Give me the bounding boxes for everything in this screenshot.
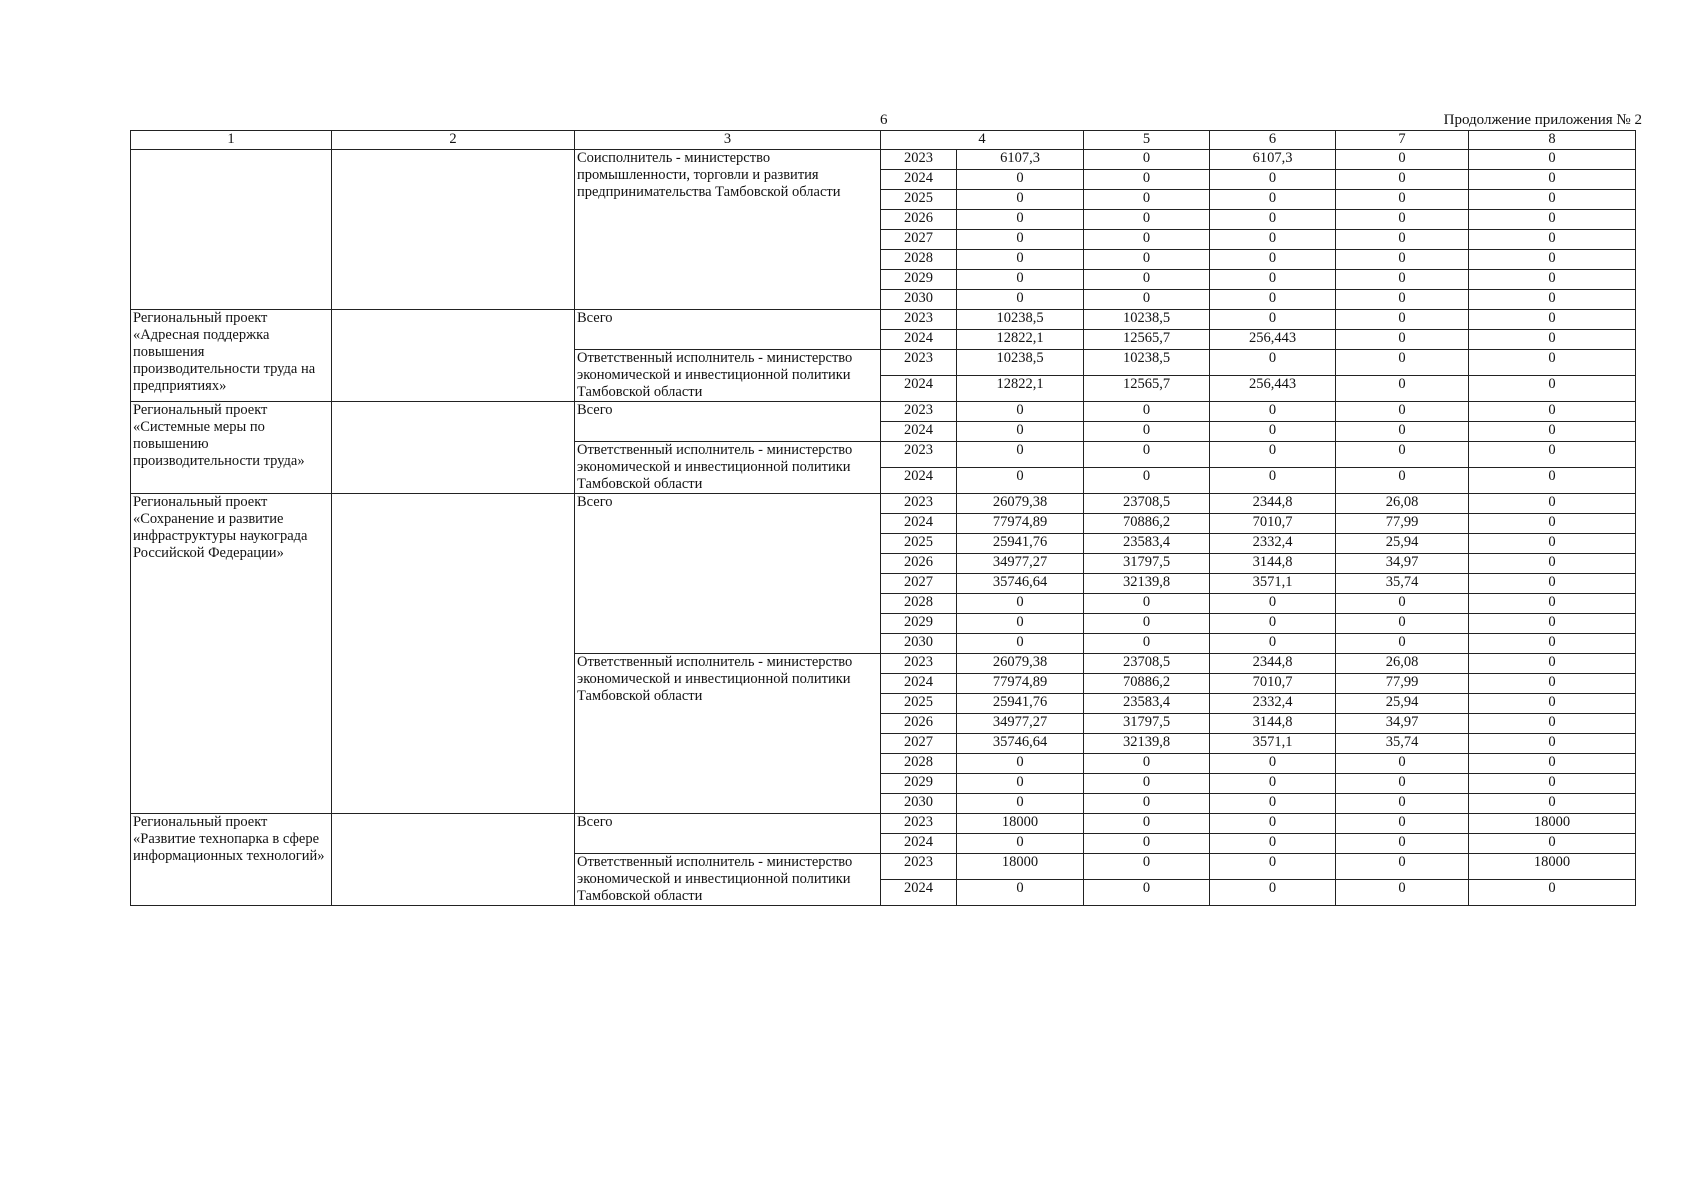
value-cell-col-7: 26,08 — [1336, 494, 1469, 514]
year-cell: 2025 — [881, 534, 957, 554]
year-cell: 2023 — [881, 150, 957, 170]
value-cell-col-5: 32139,8 — [1084, 574, 1210, 594]
project-name-cell: Региональный проект «Адресная поддержка повышения производительности труда на предприятиях» — [131, 310, 332, 402]
value-cell-col-6: 2344,8 — [1210, 654, 1336, 674]
value-cell-col-5: 0 — [1084, 880, 1210, 906]
executor-cell: Соисполнитель - министерство промышленности, торговли и развития предпринимательства Тамбовской области — [575, 150, 881, 310]
value-cell-col-4: 6107,3 — [957, 150, 1084, 170]
value-cell-col-7: 0 — [1336, 402, 1469, 422]
value-cell-col-8: 0 — [1469, 694, 1636, 714]
value-cell-col-8: 0 — [1469, 190, 1636, 210]
value-cell-col-6: 7010,7 — [1210, 674, 1336, 694]
value-cell-col-7: 0 — [1336, 880, 1469, 906]
budget-table — [130, 130, 1636, 906]
value-cell-col-8: 0 — [1469, 554, 1636, 574]
year-cell: 2027 — [881, 574, 957, 594]
value-cell-col-6: 3144,8 — [1210, 714, 1336, 734]
value-cell-col-6: 0 — [1210, 402, 1336, 422]
value-cell-col-7: 26,08 — [1336, 654, 1469, 674]
year-cell: 2029 — [881, 270, 957, 290]
year-cell: 2026 — [881, 210, 957, 230]
value-cell-col-6: 0 — [1210, 250, 1336, 270]
year-cell: 2030 — [881, 634, 957, 654]
year-cell: 2024 — [881, 880, 957, 906]
value-cell-col-4: 26079,38 — [957, 654, 1084, 674]
value-cell-col-7: 0 — [1336, 814, 1469, 834]
value-cell-col-4: 35746,64 — [957, 734, 1084, 754]
value-cell-col-8: 0 — [1469, 376, 1636, 402]
value-cell-col-8: 18000 — [1469, 854, 1636, 880]
value-cell-col-8: 0 — [1469, 250, 1636, 270]
value-cell-col-5: 0 — [1084, 250, 1210, 270]
value-cell-col-4: 0 — [957, 402, 1084, 422]
value-cell-col-7: 0 — [1336, 310, 1469, 330]
value-cell-col-7: 0 — [1336, 834, 1469, 854]
value-cell-col-6: 0 — [1210, 290, 1336, 310]
table-body — [131, 131, 1636, 906]
value-cell-col-7: 0 — [1336, 442, 1469, 468]
table-row — [131, 402, 1636, 422]
column-2-cell — [332, 402, 575, 494]
value-cell-col-4: 0 — [957, 754, 1084, 774]
project-name-cell: Региональный проект «Развитие технопарка в сфере информационных технологий» — [131, 814, 332, 906]
year-cell: 2026 — [881, 554, 957, 574]
value-cell-col-6: 0 — [1210, 880, 1336, 906]
value-cell-col-7: 0 — [1336, 270, 1469, 290]
value-cell-col-5: 0 — [1084, 230, 1210, 250]
value-cell-col-7: 0 — [1336, 774, 1469, 794]
value-cell-col-7: 0 — [1336, 794, 1469, 814]
value-cell-col-6: 2344,8 — [1210, 494, 1336, 514]
value-cell-col-6: 0 — [1210, 350, 1336, 376]
value-cell-col-5: 0 — [1084, 210, 1210, 230]
year-cell: 2027 — [881, 230, 957, 250]
value-cell-col-7: 34,97 — [1336, 714, 1469, 734]
column-number-1: 1 — [131, 131, 332, 150]
value-cell-col-6: 0 — [1210, 754, 1336, 774]
value-cell-col-6: 256,443 — [1210, 330, 1336, 350]
value-cell-col-7: 0 — [1336, 210, 1469, 230]
value-cell-col-4: 0 — [957, 170, 1084, 190]
value-cell-col-4: 0 — [957, 422, 1084, 442]
year-cell: 2023 — [881, 442, 957, 468]
value-cell-col-4: 0 — [957, 442, 1084, 468]
value-cell-col-7: 0 — [1336, 376, 1469, 402]
year-cell: 2023 — [881, 350, 957, 376]
page-number: 6 — [880, 112, 888, 128]
executor-cell: Ответственный исполнитель - министерство экономической и инвестиционной политики Тамбовской области — [575, 442, 881, 494]
value-cell-col-6: 0 — [1210, 442, 1336, 468]
value-cell-col-8: 0 — [1469, 230, 1636, 250]
value-cell-col-8: 0 — [1469, 714, 1636, 734]
column-number-6: 6 — [1210, 131, 1336, 150]
value-cell-col-4: 35746,64 — [957, 574, 1084, 594]
value-cell-col-7: 25,94 — [1336, 694, 1469, 714]
value-cell-col-8: 0 — [1469, 150, 1636, 170]
value-cell-col-4: 0 — [957, 634, 1084, 654]
year-cell: 2030 — [881, 290, 957, 310]
value-cell-col-8: 0 — [1469, 614, 1636, 634]
year-cell: 2030 — [881, 794, 957, 814]
column-2-cell — [332, 150, 575, 310]
year-cell: 2024 — [881, 170, 957, 190]
value-cell-col-5: 0 — [1084, 422, 1210, 442]
value-cell-col-7: 34,97 — [1336, 554, 1469, 574]
value-cell-col-8: 0 — [1469, 574, 1636, 594]
value-cell-col-6: 0 — [1210, 210, 1336, 230]
value-cell-col-7: 0 — [1336, 290, 1469, 310]
value-cell-col-8: 0 — [1469, 270, 1636, 290]
column-number-row — [131, 131, 1636, 150]
value-cell-col-8: 0 — [1469, 514, 1636, 534]
value-cell-col-5: 32139,8 — [1084, 734, 1210, 754]
value-cell-col-5: 23708,5 — [1084, 654, 1210, 674]
value-cell-col-6: 0 — [1210, 614, 1336, 634]
value-cell-col-8: 0 — [1469, 794, 1636, 814]
value-cell-col-4: 18000 — [957, 814, 1084, 834]
executor-cell: Всего — [575, 494, 881, 654]
value-cell-col-7: 0 — [1336, 422, 1469, 442]
value-cell-col-5: 0 — [1084, 834, 1210, 854]
year-cell: 2023 — [881, 654, 957, 674]
value-cell-col-6: 3571,1 — [1210, 734, 1336, 754]
value-cell-col-7: 0 — [1336, 634, 1469, 654]
value-cell-col-6: 0 — [1210, 422, 1336, 442]
value-cell-col-7: 0 — [1336, 754, 1469, 774]
value-cell-col-4: 34977,27 — [957, 714, 1084, 734]
value-cell-col-4: 0 — [957, 834, 1084, 854]
column-2-cell — [332, 494, 575, 814]
year-cell: 2027 — [881, 734, 957, 754]
executor-cell: Ответственный исполнитель - министерство экономической и инвестиционной политики Тамбовской области — [575, 350, 881, 402]
value-cell-col-8: 0 — [1469, 442, 1636, 468]
value-cell-col-5: 12565,7 — [1084, 330, 1210, 350]
column-number-7: 7 — [1336, 131, 1469, 150]
value-cell-col-8: 0 — [1469, 402, 1636, 422]
value-cell-col-8: 0 — [1469, 674, 1636, 694]
table-row — [131, 494, 1636, 514]
value-cell-col-8: 0 — [1469, 834, 1636, 854]
value-cell-col-7: 77,99 — [1336, 514, 1469, 534]
value-cell-col-6: 0 — [1210, 310, 1336, 330]
executor-cell: Всего — [575, 310, 881, 350]
table-row — [131, 310, 1636, 330]
value-cell-col-7: 77,99 — [1336, 674, 1469, 694]
value-cell-col-7: 0 — [1336, 150, 1469, 170]
year-cell: 2029 — [881, 614, 957, 634]
value-cell-col-8: 0 — [1469, 494, 1636, 514]
year-cell: 2028 — [881, 594, 957, 614]
value-cell-col-8: 0 — [1469, 774, 1636, 794]
value-cell-col-7: 0 — [1336, 854, 1469, 880]
value-cell-col-4: 12822,1 — [957, 376, 1084, 402]
value-cell-col-5: 0 — [1084, 290, 1210, 310]
year-cell: 2024 — [881, 376, 957, 402]
value-cell-col-6: 256,443 — [1210, 376, 1336, 402]
value-cell-col-6: 0 — [1210, 774, 1336, 794]
value-cell-col-5: 0 — [1084, 150, 1210, 170]
table-row — [131, 150, 1636, 170]
year-cell: 2025 — [881, 694, 957, 714]
year-cell: 2024 — [881, 468, 957, 494]
value-cell-col-4: 0 — [957, 210, 1084, 230]
value-cell-col-4: 34977,27 — [957, 554, 1084, 574]
year-cell: 2025 — [881, 190, 957, 210]
column-number-3: 3 — [575, 131, 881, 150]
value-cell-col-5: 0 — [1084, 754, 1210, 774]
year-cell: 2029 — [881, 774, 957, 794]
value-cell-col-8: 0 — [1469, 594, 1636, 614]
value-cell-col-7: 0 — [1336, 330, 1469, 350]
value-cell-col-5: 70886,2 — [1084, 514, 1210, 534]
value-cell-col-5: 0 — [1084, 170, 1210, 190]
value-cell-col-5: 0 — [1084, 614, 1210, 634]
value-cell-col-6: 2332,4 — [1210, 534, 1336, 554]
year-cell: 2024 — [881, 514, 957, 534]
executor-cell: Всего — [575, 814, 881, 854]
year-cell: 2028 — [881, 754, 957, 774]
executor-cell: Ответственный исполнитель - министерство экономической и инвестиционной политики Тамбовской области — [575, 854, 881, 906]
project-name-cell: Региональный проект «Сохранение и развитие инфраструктуры наукограда Российской Федерации» — [131, 494, 332, 814]
value-cell-col-8: 18000 — [1469, 814, 1636, 834]
value-cell-col-4: 0 — [957, 794, 1084, 814]
year-cell: 2024 — [881, 422, 957, 442]
value-cell-col-5: 0 — [1084, 190, 1210, 210]
value-cell-col-6: 2332,4 — [1210, 694, 1336, 714]
value-cell-col-5: 70886,2 — [1084, 674, 1210, 694]
value-cell-col-7: 0 — [1336, 594, 1469, 614]
value-cell-col-7: 0 — [1336, 614, 1469, 634]
value-cell-col-8: 0 — [1469, 654, 1636, 674]
executor-cell: Всего — [575, 402, 881, 442]
column-number-8: 8 — [1469, 131, 1636, 150]
project-name-cell: Региональный проект «Системные меры по повышению производительности труда» — [131, 402, 332, 494]
value-cell-col-6: 3144,8 — [1210, 554, 1336, 574]
value-cell-col-8: 0 — [1469, 754, 1636, 774]
column-number-2: 2 — [332, 131, 575, 150]
continuation-title: Продолжение приложения № 2 — [1443, 112, 1642, 128]
value-cell-col-5: 31797,5 — [1084, 554, 1210, 574]
value-cell-col-8: 0 — [1469, 734, 1636, 754]
value-cell-col-7: 0 — [1336, 170, 1469, 190]
value-cell-col-8: 0 — [1469, 350, 1636, 376]
value-cell-col-8: 0 — [1469, 422, 1636, 442]
value-cell-col-8: 0 — [1469, 468, 1636, 494]
value-cell-col-4: 12822,1 — [957, 330, 1084, 350]
value-cell-col-6: 0 — [1210, 170, 1336, 190]
value-cell-col-4: 77974,89 — [957, 514, 1084, 534]
value-cell-col-4: 0 — [957, 594, 1084, 614]
value-cell-col-7: 25,94 — [1336, 534, 1469, 554]
value-cell-col-6: 0 — [1210, 230, 1336, 250]
value-cell-col-7: 0 — [1336, 250, 1469, 270]
value-cell-col-5: 23583,4 — [1084, 694, 1210, 714]
value-cell-col-4: 0 — [957, 880, 1084, 906]
value-cell-col-4: 0 — [957, 614, 1084, 634]
value-cell-col-8: 0 — [1469, 170, 1636, 190]
value-cell-col-4: 0 — [957, 190, 1084, 210]
column-number-4: 4 — [881, 131, 1084, 150]
value-cell-col-4: 77974,89 — [957, 674, 1084, 694]
value-cell-col-5: 0 — [1084, 402, 1210, 422]
value-cell-col-6: 0 — [1210, 270, 1336, 290]
value-cell-col-8: 0 — [1469, 310, 1636, 330]
executor-cell: Ответственный исполнитель - министерство экономической и инвестиционной политики Тамбовской области — [575, 654, 881, 814]
value-cell-col-4: 0 — [957, 250, 1084, 270]
value-cell-col-4: 0 — [957, 774, 1084, 794]
value-cell-col-4: 10238,5 — [957, 350, 1084, 376]
value-cell-col-5: 0 — [1084, 774, 1210, 794]
project-name-cell — [131, 150, 332, 310]
value-cell-col-8: 0 — [1469, 290, 1636, 310]
value-cell-col-5: 0 — [1084, 442, 1210, 468]
value-cell-col-7: 35,74 — [1336, 574, 1469, 594]
value-cell-col-5: 10238,5 — [1084, 310, 1210, 330]
value-cell-col-8: 0 — [1469, 534, 1636, 554]
value-cell-col-5: 23708,5 — [1084, 494, 1210, 514]
value-cell-col-6: 6107,3 — [1210, 150, 1336, 170]
value-cell-col-8: 0 — [1469, 634, 1636, 654]
value-cell-col-5: 0 — [1084, 270, 1210, 290]
year-cell: 2026 — [881, 714, 957, 734]
value-cell-col-6: 3571,1 — [1210, 574, 1336, 594]
value-cell-col-6: 7010,7 — [1210, 514, 1336, 534]
value-cell-col-4: 0 — [957, 270, 1084, 290]
value-cell-col-7: 35,74 — [1336, 734, 1469, 754]
year-cell: 2028 — [881, 250, 957, 270]
year-cell: 2024 — [881, 834, 957, 854]
column-2-cell — [332, 310, 575, 402]
value-cell-col-4: 25941,76 — [957, 534, 1084, 554]
value-cell-col-5: 0 — [1084, 794, 1210, 814]
value-cell-col-5: 0 — [1084, 814, 1210, 834]
value-cell-col-4: 25941,76 — [957, 694, 1084, 714]
year-cell: 2023 — [881, 854, 957, 880]
value-cell-col-5: 0 — [1084, 468, 1210, 494]
value-cell-col-7: 0 — [1336, 190, 1469, 210]
year-cell: 2024 — [881, 330, 957, 350]
year-cell: 2023 — [881, 402, 957, 422]
value-cell-col-8: 0 — [1469, 330, 1636, 350]
value-cell-col-7: 0 — [1336, 230, 1469, 250]
value-cell-col-5: 0 — [1084, 854, 1210, 880]
value-cell-col-7: 0 — [1336, 468, 1469, 494]
value-cell-col-6: 0 — [1210, 794, 1336, 814]
value-cell-col-5: 0 — [1084, 594, 1210, 614]
value-cell-col-8: 0 — [1469, 210, 1636, 230]
table-row — [131, 814, 1636, 834]
value-cell-col-7: 0 — [1336, 350, 1469, 376]
value-cell-col-6: 0 — [1210, 190, 1336, 210]
value-cell-col-6: 0 — [1210, 634, 1336, 654]
value-cell-col-5: 10238,5 — [1084, 350, 1210, 376]
column-2-cell — [332, 814, 575, 906]
value-cell-col-8: 0 — [1469, 880, 1636, 906]
value-cell-col-6: 0 — [1210, 594, 1336, 614]
column-number-5: 5 — [1084, 131, 1210, 150]
value-cell-col-4: 18000 — [957, 854, 1084, 880]
year-cell: 2023 — [881, 814, 957, 834]
value-cell-col-5: 12565,7 — [1084, 376, 1210, 402]
value-cell-col-5: 23583,4 — [1084, 534, 1210, 554]
value-cell-col-4: 0 — [957, 230, 1084, 250]
year-cell: 2023 — [881, 494, 957, 514]
value-cell-col-4: 0 — [957, 468, 1084, 494]
value-cell-col-6: 0 — [1210, 468, 1336, 494]
value-cell-col-4: 26079,38 — [957, 494, 1084, 514]
value-cell-col-6: 0 — [1210, 854, 1336, 880]
value-cell-col-6: 0 — [1210, 834, 1336, 854]
value-cell-col-4: 0 — [957, 290, 1084, 310]
value-cell-col-4: 10238,5 — [957, 310, 1084, 330]
value-cell-col-5: 0 — [1084, 634, 1210, 654]
year-cell: 2024 — [881, 674, 957, 694]
value-cell-col-5: 31797,5 — [1084, 714, 1210, 734]
year-cell: 2023 — [881, 310, 957, 330]
value-cell-col-6: 0 — [1210, 814, 1336, 834]
